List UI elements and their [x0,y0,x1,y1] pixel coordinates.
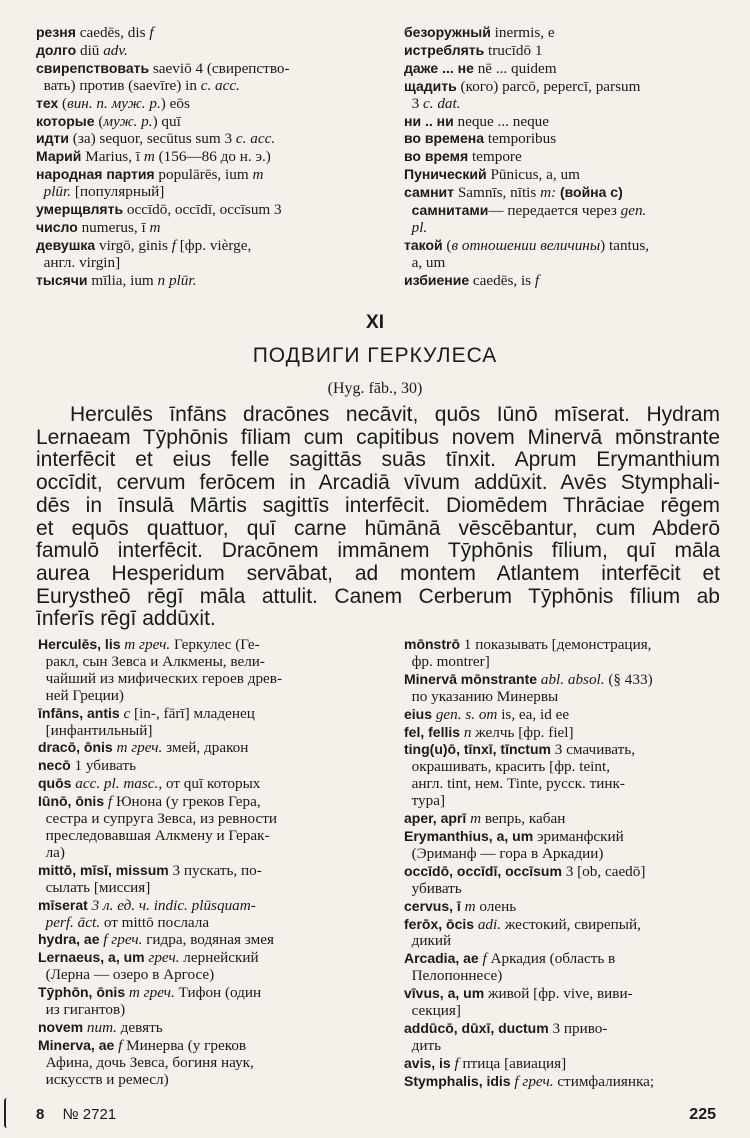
dictionary-entry: избиение caedēs, is f [404,271,540,289]
dictionary-entry: тысячи mīlia, ium n plūr. [36,271,197,289]
dictionary-entry: резня caedēs, dis f [36,24,154,41]
chapter-title: ПОДВИГИ ГЕРКУЛЕСА [252,344,498,367]
dictionary-entry: которые (муж. р.) quī [36,112,181,130]
dictionary-entry: mōnstrō 1 показывать [демонстрация, фр. montrer] [404,636,652,670]
dictionary-entry: ting(u)ō, tīnxī, tīnctum 3 смачивать, окрашивать, красить [фр. teint, англ. tint, нем. Tinte, русск. тинк- тура] [404,741,635,810]
dictionary-entry: Erymanthius, a, um эриманфский (Эриманф — гора в Аркадии) [404,827,624,862]
dictionary-entry: dracō, ōnis m греч. змей, дракон [38,739,249,757]
dictionary-entry: vīvus, a, um живой [фр. vive, виви- секция] [404,985,633,1020]
page-edge-mark [4,1098,10,1128]
dictionary-entry: тех (вин. п. муж. р.) eōs [36,94,190,112]
glossary-column-right [404,636,720,1091]
dictionary-entry: свирепствовать saeviō 4 (свирепство- вать) против (saevīre) in c. acc. [36,59,290,94]
glossary-column-left [38,636,356,1089]
latin-text-line: Herculēs īnfāns dracōnes necāvit, quōs Iūnō mīserat. Hydram [70,403,720,426]
dictionary-entry: quōs acc. pl. masc., от quī которых [38,775,261,793]
order-number: № 2721 [62,1106,117,1123]
dictionary-entry: во время tempore [404,148,522,166]
latin-text-line: interfēcit et eius felle sagittās suās tīnxit. Aprum Erymanthium [36,448,720,472]
dictionary-entry: addūcō, dūxī, ductum 3 приво- дить [404,1019,608,1054]
dictionary-entry: occīdō, occīdī, occīsum 3 [ob, caedō] убивать [404,862,646,897]
dictionary-entry: ни .. ни neque ... neque [404,112,549,130]
dictionary-entry: eius gen. s. om is, ea, id ee [404,705,570,723]
dictionary-entry: истреблять trucīdō 1 [404,41,543,59]
dictionary-entry: число numerus, ī m [36,218,161,236]
source-citation: (Hyg. fāb., 30) [327,380,423,397]
dictionary-entry: Iūnō, ōnis f Юнона (у греков Гера, сестра и супруга Зевса, из ревности преследовавшая Алкмену и Герак- ла) [38,793,278,861]
latin-text-line: aurea Hesperidum servābat, ad montem Atlantem interfēcit et [36,561,720,585]
latin-text-line: īnferīs rēgī addūxit. [36,607,216,631]
dictionary-entry: Tȳphōn, ōnis m греч. Тифон (один из гигантов) [38,984,262,1019]
dictionary-entry: даже ... не nē ... quidem [404,59,557,77]
dictionary-entry: во времена temporibus [404,130,557,148]
latin-text-line: dēs in īnsulā Mārtis sagittīs interfēcit. Diomēdem Thrāciae rēgem [36,493,720,517]
vocabulary-column-top-right [404,24,718,290]
dictionary-entry: щадить (кого) parcō, pepercī, parsum 3 c. dat. [404,77,641,112]
latin-passage [36,404,720,631]
dictionary-entry: īnfāns, antis c [in-, fārī] младенец [инфантильный] [38,704,255,739]
chapter-number: XI [366,312,384,333]
dictionary-entry: Пунический Pūnicus, a, um [404,166,580,184]
dictionary-entry: necō 1 убивать [38,757,137,775]
dictionary-entry: Stymphalis, idis f греч. стимфалиянка; [404,1072,655,1090]
latin-text-line: Eurystheō rēgī māla attulit. Canem Cerberum Tȳphōnis fīlium ab [36,584,720,608]
latin-text-line: occīdit, cervum ferōcem in Arcadiā vīvum addūxit. Avēs Stymphali- [36,471,720,495]
dictionary-entry: aper, aprī m вепрь, кабан [404,810,566,828]
dictionary-entry: долго diū adv. [36,41,128,59]
latin-text-line: famulō interfēcit. Dracōnem immānem Tȳphōnis fīlium, quī māla [36,539,720,563]
dictionary-entry: Lernaeus, a, um греч. лернейский (Лерна — озеро в Аргосе) [38,949,259,984]
dictionary-entry: mittō, mīsī, missum 3 пускать, по- сылать [миссия] [38,861,262,896]
latin-text-line: et equōs quattuor, quī carne hūmānā vēscēbantur, cum Abderō [36,516,720,540]
printer-signature [36,1106,116,1123]
dictionary-entry: cervus, ī m олень [404,897,517,915]
dictionary-entry: fel, fellis n желчь [фр. fiel] [404,723,574,741]
dictionary-entry: Minervā mōnstrante abl. absol. (§ 433) по указанию Минервы [404,670,653,705]
latin-text-line: Lernaeam Tȳphōnis fīliam cum capitibus novem Minervā mōnstrante [36,425,720,449]
dictionary-entry: Minerva, ae f Минерва (у греков Афина, дочь Зевса, богиня наук, искусств и ремесл) [38,1036,254,1088]
dictionary-entry: безоружный inermis, e [404,24,555,41]
dictionary-entry: идти (за) sequor, secūtus sum 3 c. acc. [36,130,276,148]
dictionary-entry: Herculēs, lis m греч. Геркулес (Ге- ракл, сын Зевса и Алкмены, вели- чайший из мифических героев древ- ней Греции) [38,636,283,704]
dictionary-entry: самнит Samnīs, nītis m: (война с) самнитами— передается через gen. pl. [404,184,647,236]
page-number: 225 [689,1106,716,1123]
dictionary-entry: hydra, ae f греч. гидра, водяная змея [38,931,274,949]
dictionary-entry: народная партия populārēs, ium m plūr. [популярный] [36,166,264,201]
dictionary-entry: Марий Marius, ī m (156—86 до н. э.) [36,148,271,166]
dictionary-entry: умерщвлять occīdō, occīdī, occīsum 3 [36,201,282,219]
dictionary-entry: avis, is f птица [авиация] [404,1054,567,1072]
vocabulary-column-top-left [36,24,366,290]
dictionary-entry: Arcadia, ae f Аркадия (область в Пелопоннесе) [404,950,616,985]
sheet-number: 8 [36,1106,45,1123]
dictionary-entry: ferōx, ōcis adi. жестокий, свирепый, дикий [404,915,641,950]
dictionary-entry: девушка virgō, ginis f [фр. vièrge, англ. virgin] [36,236,252,271]
dictionary-entry: такой (в отношении величины) tantus, a, um [404,236,650,271]
dictionary-entry: mīserat 3 л. ед. ч. indic. plūsquam- perf. āct. от mittō послала [38,896,256,931]
dictionary-entry: novem num. девять [38,1018,163,1036]
